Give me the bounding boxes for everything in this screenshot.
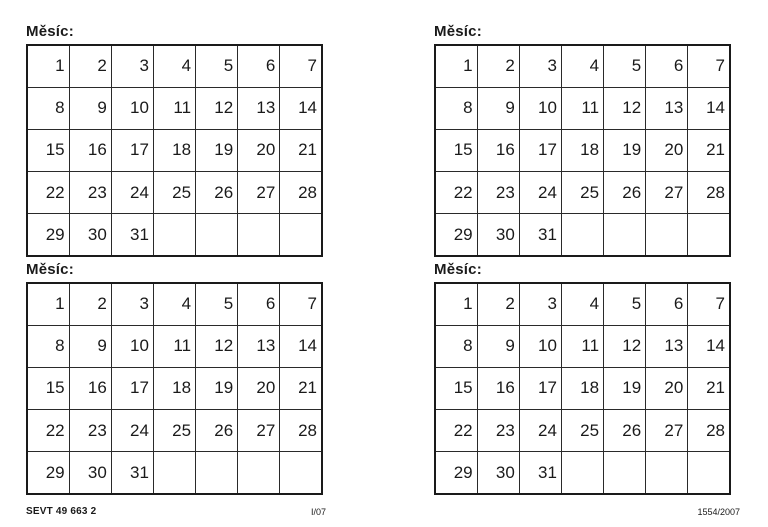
day-cell: 14 (280, 87, 322, 129)
day-cell: 11 (153, 325, 195, 367)
empty-day-cell (604, 214, 646, 256)
empty-day-cell (238, 452, 280, 494)
day-cell: 31 (519, 214, 561, 256)
week-row (435, 367, 730, 409)
day-cell: 14 (688, 87, 730, 129)
day-cell: 27 (646, 172, 688, 214)
day-cell: 20 (646, 367, 688, 409)
day-cell: 9 (477, 87, 519, 129)
day-cell: 25 (153, 172, 195, 214)
day-cell: 1 (435, 283, 477, 325)
day-cell: 11 (561, 325, 603, 367)
day-cell: 27 (238, 410, 280, 452)
day-cell: 3 (519, 45, 561, 87)
day-cell: 5 (604, 45, 646, 87)
empty-day-cell (688, 214, 730, 256)
day-cell: 17 (111, 129, 153, 171)
day-cell: 25 (153, 410, 195, 452)
week-row (435, 45, 730, 87)
day-cell: 29 (27, 452, 69, 494)
day-cell: 6 (238, 283, 280, 325)
day-cell: 27 (646, 410, 688, 452)
day-cell: 28 (688, 410, 730, 452)
day-cell: 30 (69, 452, 111, 494)
day-cell: 21 (280, 129, 322, 171)
day-cell: 27 (238, 172, 280, 214)
empty-day-cell (646, 214, 688, 256)
empty-day-cell (153, 452, 195, 494)
day-cell: 19 (604, 367, 646, 409)
day-cell: 15 (27, 367, 69, 409)
day-grid (434, 44, 731, 257)
day-cell: 7 (280, 45, 322, 87)
day-cell: 16 (477, 367, 519, 409)
day-cell: 15 (27, 129, 69, 171)
week-row (435, 172, 730, 214)
day-cell: 14 (688, 325, 730, 367)
day-cell: 16 (477, 129, 519, 171)
week-row (435, 410, 730, 452)
day-cell: 1 (27, 45, 69, 87)
day-grid (434, 282, 731, 495)
empty-day-cell (604, 452, 646, 494)
empty-day-cell (646, 452, 688, 494)
day-cell: 24 (111, 410, 153, 452)
day-cell: 24 (519, 410, 561, 452)
day-cell: 4 (153, 45, 195, 87)
day-cell: 10 (111, 87, 153, 129)
day-cell: 4 (561, 45, 603, 87)
day-cell: 29 (435, 452, 477, 494)
day-cell: 28 (280, 410, 322, 452)
day-cell: 10 (111, 325, 153, 367)
edition-code: I/07 (311, 507, 327, 517)
week-row (27, 367, 322, 409)
day-cell: 19 (196, 367, 238, 409)
day-cell: 24 (519, 172, 561, 214)
day-cell: 2 (477, 283, 519, 325)
day-cell: 10 (519, 87, 561, 129)
day-cell: 20 (238, 367, 280, 409)
day-cell: 8 (435, 87, 477, 129)
day-cell: 11 (561, 87, 603, 129)
day-cell: 19 (196, 129, 238, 171)
day-cell: 1 (27, 283, 69, 325)
day-grid (26, 282, 323, 495)
day-cell: 7 (280, 283, 322, 325)
day-cell: 18 (561, 367, 603, 409)
empty-day-cell (280, 214, 322, 256)
day-cell: 12 (196, 87, 238, 129)
week-row (27, 452, 322, 494)
day-cell: 17 (111, 367, 153, 409)
day-cell: 17 (519, 129, 561, 171)
day-cell: 4 (561, 283, 603, 325)
day-cell: 24 (111, 172, 153, 214)
day-cell: 21 (688, 129, 730, 171)
day-cell: 23 (69, 410, 111, 452)
day-cell: 20 (646, 129, 688, 171)
week-row (435, 452, 730, 494)
day-cell: 6 (646, 45, 688, 87)
week-row (27, 410, 322, 452)
day-cell: 16 (69, 129, 111, 171)
day-cell: 18 (561, 129, 603, 171)
day-cell: 17 (519, 367, 561, 409)
week-row (27, 87, 322, 129)
day-cell: 7 (688, 45, 730, 87)
day-cell: 22 (27, 410, 69, 452)
day-grid (26, 44, 323, 257)
week-row (27, 325, 322, 367)
day-cell: 28 (688, 172, 730, 214)
day-cell: 11 (153, 87, 195, 129)
day-cell: 9 (69, 87, 111, 129)
empty-day-cell (196, 452, 238, 494)
product-code: SEVT 49 663 2 (26, 506, 97, 517)
empty-day-cell (153, 214, 195, 256)
day-cell: 22 (27, 172, 69, 214)
day-cell: 5 (196, 283, 238, 325)
day-cell: 22 (435, 410, 477, 452)
day-cell: 18 (153, 367, 195, 409)
day-cell: 31 (519, 452, 561, 494)
day-cell: 8 (435, 325, 477, 367)
empty-day-cell (238, 214, 280, 256)
day-cell: 30 (477, 452, 519, 494)
day-cell: 8 (27, 325, 69, 367)
month-label: Měsíc: (26, 261, 74, 278)
approval-number: 1554/2007 (697, 507, 740, 517)
week-row (435, 283, 730, 325)
day-cell: 21 (688, 367, 730, 409)
day-cell: 18 (153, 129, 195, 171)
week-row (435, 129, 730, 171)
day-cell: 23 (69, 172, 111, 214)
week-row (435, 325, 730, 367)
empty-day-cell (280, 452, 322, 494)
day-cell: 12 (604, 87, 646, 129)
day-cell: 14 (280, 325, 322, 367)
day-cell: 10 (519, 325, 561, 367)
day-cell: 26 (196, 172, 238, 214)
month-label: Měsíc: (434, 23, 482, 40)
day-cell: 21 (280, 367, 322, 409)
day-cell: 8 (27, 87, 69, 129)
day-cell: 19 (604, 129, 646, 171)
week-row (27, 129, 322, 171)
empty-day-cell (561, 452, 603, 494)
day-cell: 5 (196, 45, 238, 87)
day-cell: 3 (111, 45, 153, 87)
day-cell: 20 (238, 129, 280, 171)
week-row (435, 214, 730, 256)
day-cell: 3 (111, 283, 153, 325)
day-cell: 26 (196, 410, 238, 452)
day-cell: 31 (111, 452, 153, 494)
day-cell: 28 (280, 172, 322, 214)
day-cell: 31 (111, 214, 153, 256)
day-cell: 6 (238, 45, 280, 87)
day-cell: 1 (435, 45, 477, 87)
day-cell: 22 (435, 172, 477, 214)
week-row (27, 172, 322, 214)
day-cell: 7 (688, 283, 730, 325)
empty-day-cell (561, 214, 603, 256)
month-label: Měsíc: (26, 23, 74, 40)
day-cell: 13 (238, 325, 280, 367)
day-cell: 30 (69, 214, 111, 256)
day-cell: 13 (646, 87, 688, 129)
day-cell: 9 (477, 325, 519, 367)
day-cell: 16 (69, 367, 111, 409)
day-cell: 13 (238, 87, 280, 129)
day-cell: 15 (435, 129, 477, 171)
day-cell: 12 (604, 325, 646, 367)
day-cell: 23 (477, 172, 519, 214)
day-cell: 2 (69, 283, 111, 325)
day-cell: 25 (561, 410, 603, 452)
day-cell: 15 (435, 367, 477, 409)
day-cell: 26 (604, 410, 646, 452)
day-cell: 23 (477, 410, 519, 452)
day-cell: 29 (435, 214, 477, 256)
day-cell: 3 (519, 283, 561, 325)
day-cell: 13 (646, 325, 688, 367)
week-row (27, 45, 322, 87)
day-cell: 25 (561, 172, 603, 214)
empty-day-cell (196, 214, 238, 256)
day-cell: 5 (604, 283, 646, 325)
day-cell: 9 (69, 325, 111, 367)
day-cell: 29 (27, 214, 69, 256)
week-row (27, 283, 322, 325)
empty-day-cell (688, 452, 730, 494)
day-cell: 2 (69, 45, 111, 87)
day-cell: 2 (477, 45, 519, 87)
day-cell: 4 (153, 283, 195, 325)
day-cell: 6 (646, 283, 688, 325)
day-cell: 12 (196, 325, 238, 367)
month-label: Měsíc: (434, 261, 482, 278)
week-row (435, 87, 730, 129)
week-row (27, 214, 322, 256)
day-cell: 26 (604, 172, 646, 214)
day-cell: 30 (477, 214, 519, 256)
